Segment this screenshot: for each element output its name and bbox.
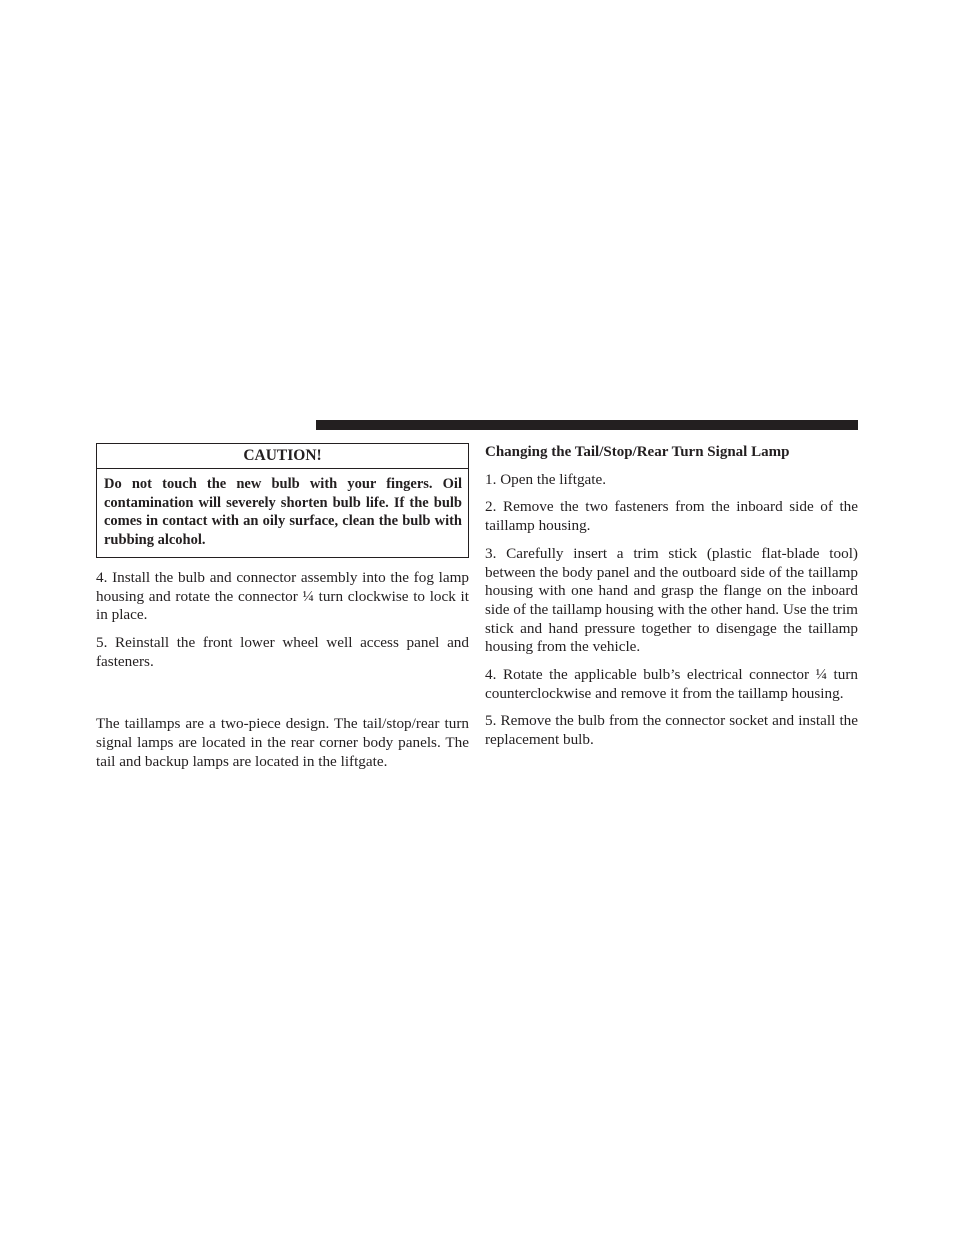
step-2-taillamp: 2. Remove the two fasteners from the inboard side of the taillamp housing. xyxy=(485,498,858,535)
step-3-taillamp: 3. Carefully insert a trim stick (plastic flat-blade tool) between the body panel and the outboard side of the taillamp housing with one hand and grasp the flange on the inboard side of the taillamp housing with the other hand. Use the trim stick and hand pressure together to disengage the taillamp housing from the vehicle. xyxy=(485,544,858,656)
right-column xyxy=(485,443,858,750)
section-heading: Changing the Tail/Stop/Rear Turn Signal Lamp xyxy=(485,444,790,460)
left-column xyxy=(96,443,469,771)
section-header-bar xyxy=(316,420,858,430)
caution-body: Do not touch the new bulb with your fingers. Oil contamination will severely shorten bulb life. If the bulb comes in contact with an oily surface, clean the bulb with rubbing alcohol. xyxy=(104,476,462,549)
step-1-taillamp: 1. Open the liftgate. xyxy=(485,470,607,488)
taillamps-intro-paragraph: The taillamps are a two-piece design. The tail/stop/rear turn signal lamps are located in the rear corner body panels. The tail and backup lamps are located in the liftgate. xyxy=(96,715,469,770)
step-5-taillamp: 5. Remove the bulb from the connector socket and install the replacement bulb. xyxy=(485,712,858,749)
step-4-fog-lamp: 4. Install the bulb and connector assembly into the fog lamp housing and rotate the connector ¼ turn clockwise to lock it in place. xyxy=(96,568,469,624)
step-4-taillamp: 4. Rotate the applicable bulb’s electrical connector ¼ turn counterclockwise and remove it from the taillamp housing. xyxy=(485,666,858,702)
step-5-fog-lamp: 5. Reinstall the front lower wheel well access panel and fasteners. xyxy=(96,633,469,670)
caution-title: CAUTION! xyxy=(97,444,468,469)
caution-box xyxy=(96,443,469,558)
